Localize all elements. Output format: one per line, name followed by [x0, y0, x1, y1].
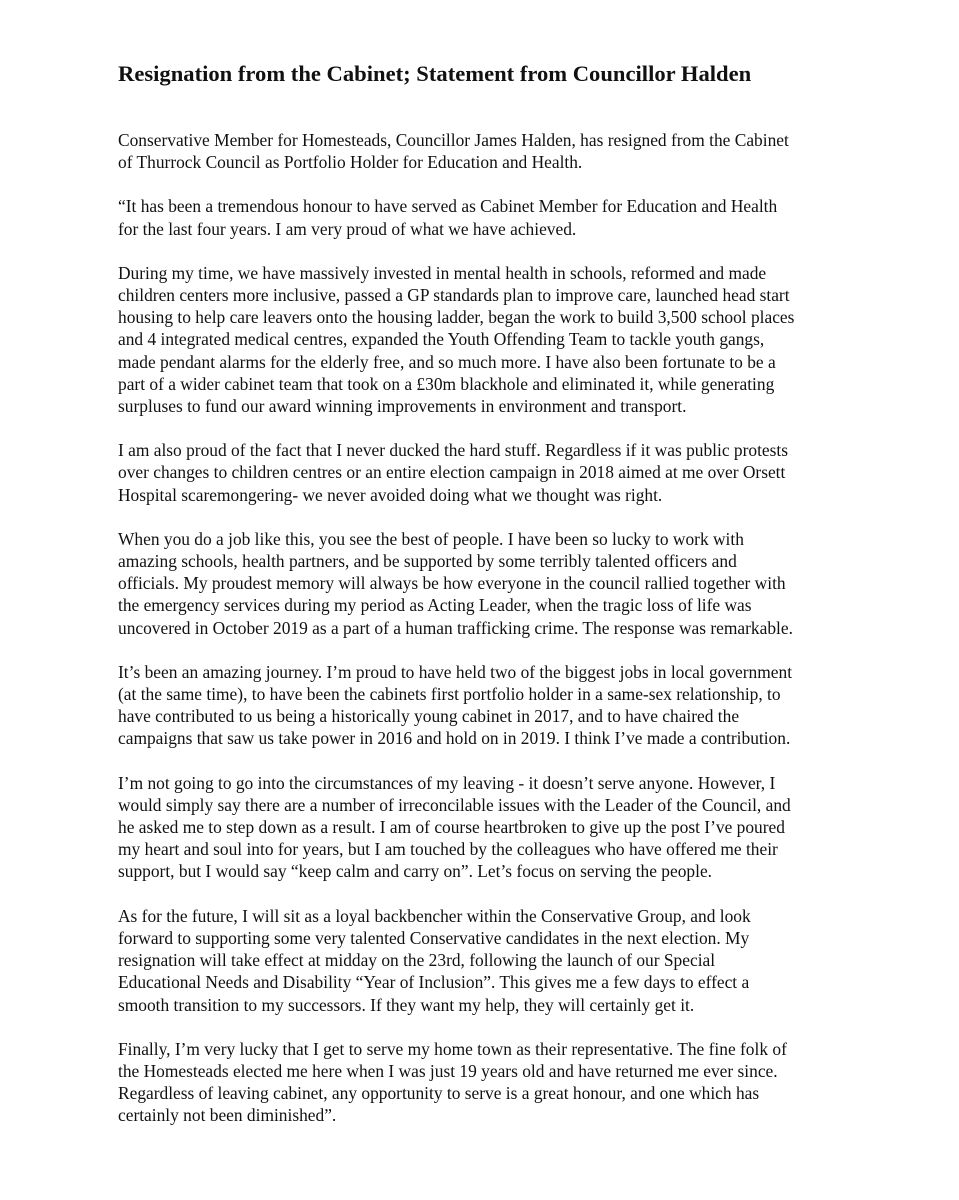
paragraph-line: have contributed to us being a historically young cabinet in 2017, and to have chaired the: [118, 706, 740, 727]
paragraph-line: I’m not going to go into the circumstances of my leaving - it doesn’t serve anyone. However, I: [118, 772, 776, 793]
paragraph-line: Finally, I’m very lucky that I get to serve my home town as their representative. The fine folk of: [118, 1038, 787, 1059]
paragraph-line: When you do a job like this, you see the best of people. I have been so lucky to work with: [118, 528, 744, 549]
paragraph-5: [118, 528, 858, 639]
paragraph-line: smooth transition to my successors. If they want my help, they will certainly get it.: [118, 994, 695, 1015]
paragraph-6: [118, 661, 858, 750]
document-title: Resignation from the Cabinet; Statement from Councillor Halden: [118, 61, 752, 86]
paragraph-line: the Homesteads elected me here when I was just 19 years old and have returned me ever since.: [118, 1060, 778, 1081]
paragraph-line: my heart and soul into for years, but I am touched by the colleagues who have offered me their: [118, 839, 778, 860]
paragraph-line: campaigns that saw us take power in 2016 and hold on in 2019. I think I’ve made a contribution.: [118, 728, 791, 749]
paragraph-line: he asked me to step down as a result. I am of course heartbroken to give up the post I’ve poured: [118, 817, 785, 838]
paragraph-line: amazing schools, health partners, and be supported by some terribly talented officers and: [118, 551, 737, 572]
paragraph-line: Hospital scaremongering- we never avoided doing what we thought was right.: [118, 484, 663, 505]
paragraph-line: During my time, we have massively invested in mental health in schools, reformed and made: [118, 262, 767, 283]
paragraph-8: [118, 905, 858, 1016]
paragraph-line: of Thurrock Council as Portfolio Holder for Education and Health.: [118, 152, 583, 173]
paragraph-line: and 4 integrated medical centres, expanded the Youth Offending Team to tackle youth gangs,: [118, 329, 765, 350]
paragraph-1: [118, 129, 858, 173]
paragraph-line: “It has been a tremendous honour to have served as Cabinet Member for Education and Health: [118, 196, 778, 217]
paragraph-9: [118, 1038, 858, 1127]
document-body: [118, 129, 858, 1149]
paragraph-line: made pendant alarms for the elderly free, and so much more. I have also been fortunate to be a: [118, 351, 776, 372]
paragraph-line: It’s been an amazing journey. I’m proud to have held two of the biggest jobs in local government: [118, 661, 793, 682]
paragraph-3: [118, 262, 858, 417]
paragraph-line: certainly not been diminished”.: [118, 1105, 337, 1126]
paragraph-line: children centers more inclusive, passed a GP standards plan to improve care, launched head start: [118, 285, 790, 306]
paragraph-line: officials. My proudest memory will always be how everyone in the council rallied together with: [118, 573, 786, 594]
paragraph-line: surpluses to fund our award winning improvements in environment and transport.: [118, 396, 687, 417]
paragraph-line: would simply say there are a number of irreconcilable issues with the Leader of the Council, and: [118, 794, 791, 815]
paragraph-line: for the last four years. I am very proud of what we have achieved.: [118, 218, 577, 239]
paragraph-line: over changes to children centres or an entire election campaign in 2018 aimed at me over Orsett: [118, 462, 786, 483]
paragraph-7: [118, 772, 858, 883]
paragraph-line: As for the future, I will sit as a loyal backbencher within the Conservative Group, and look: [118, 905, 751, 926]
paragraph-line: uncovered in October 2019 as a part of a human trafficking crime. The response was remarkable.: [118, 617, 793, 638]
paragraph-line: resignation will take effect at midday on the 23rd, following the launch of our Special: [118, 950, 716, 971]
paragraph-2: [118, 195, 858, 239]
paragraph-line: support, but I would say “keep calm and carry on”. Let’s focus on serving the people.: [118, 861, 713, 882]
paragraph-line: the emergency services during my period as Acting Leader, when the tragic loss of life was: [118, 595, 752, 616]
paragraph-line: Conservative Member for Homesteads, Councillor James Halden, has resigned from the Cabinet: [118, 130, 789, 150]
paragraph-4: [118, 439, 858, 506]
paragraph-line: part of a wider cabinet team that took on a £30m blackhole and eliminated it, while generating: [118, 373, 775, 394]
paragraph-line: housing to help care leavers onto the housing ladder, began the work to build 3,500 school places: [118, 307, 795, 328]
paragraph-line: forward to supporting some very talented Conservative candidates in the next election. My: [118, 927, 750, 948]
paragraph-line: Educational Needs and Disability “Year of Inclusion”. This gives me a few days to effect a: [118, 972, 750, 993]
paragraph-line: I am also proud of the fact that I never ducked the hard stuff. Regardless if it was public protests: [118, 440, 788, 461]
paragraph-line: Regardless of leaving cabinet, any opportunity to serve is a great honour, and one which has: [118, 1083, 760, 1104]
paragraph-line: (at the same time), to have been the cabinets first portfolio holder in a same-sex relationship, to: [118, 684, 781, 705]
